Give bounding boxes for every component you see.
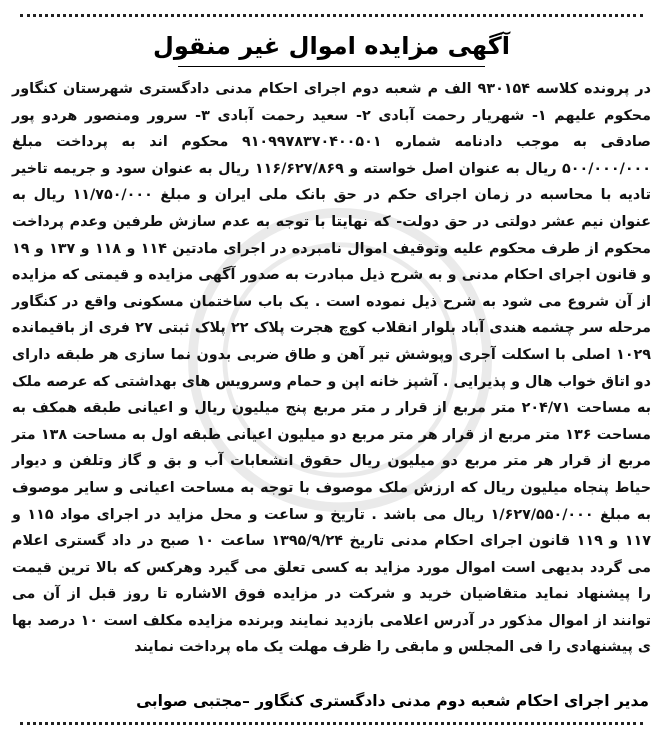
bottom-dotted-border — [20, 722, 643, 725]
title-underline — [178, 66, 485, 67]
notice-signature: مدیر اجرای احکام شعبه دوم مدنی دادگستری کنگاور –مجتبی صوابی — [136, 692, 649, 710]
notice-body: در پرونده کلاسه ۹۳۰۱۵۴ الف م شعبه دوم اجرای احکام مدنی دادگستری شهرستان کنگاور محکوم علیهم ۱- شهریار رحمت آبادی ۲- سعید رحمت آبادی ۳- سرور ومنصور هردو پور صادقی به موجب دادنامه شماره ۹۱۰۹۹۷۸۳۷۰۴۰۰۵۰۱ محکوم اند به پرداخت مبلغ ۵۰۰/۰۰۰/۰۰۰ ریال به عنوان اصل خواسته و ۱۱۶/۶۲۷/۸۶۹ ریال به عنوان سود و جریمه تاخیر تادیه با محاسبه در زمان اجرای حکم در حق بانک ملی ایران و مبلغ ۱۱/۷۵۰/۰۰۰ ریال به عنوان نیم عشر دولتی در حق دولت- که نهایتا با توجه به عدم سازش طرفین وعدم پرداخت محکوم از طرف محکوم علیه وتوقیف اموال نامبرده در اجرای مادتین ۱۱۴ و ۱۱۸ و ۱۳۷ و ۱۹ و قانون اجرای احکام مدنی و به شرح ذیل مبادرت به صدور آگهی مزایده و قیمتی که مزایده از آن شروع می شود به شرح ذیل نموده است . یک باب ساختمان مسکونی واقع در کنگاور مرحله سر چشمه هندی آباد بلوار انقلاب کوچ هجرت پلاک ۲۲ پلاک ثبتی ۲۷ فری از باقیمانده ۱۰۲۹ اصلی با اسکلت آجری وپوشش تیر آهن و طاق ضربی بدون نما سازی هر طبقه دارای دو اتاق خواب هال و پذیرایی . آشپز خانه اپن و حمام وسرویس های بهداشتی که عرصه ملک به مساحت ۲۰۴/۷۱ متر مربع از قرار ر متر مربع پنج میلیون ریال و اعیانی طبقه همکف به مساحت ۱۳۶ متر مربع از قرار هر متر مربع دو میلیون اعیانی طبقه اول به مساحت ۱۳۸ متر مربع از قرار هر متر مربع دو میلیون ریال حقوق انشعابات آب و بق و گاز وتلفن و دیوار حیاط پنجاه میلیون ریال که ارزش ملک موصوف با توجه به مساحت اعیانی و سایر موصوف به مبلغ ۱/۶۲۷/۵۵۰/۰۰۰ ریال می باشد . تاریخ و ساعت و محل مزاید در اجرای مواد ۱۱۵ و ۱۱۷ و ۱۱۹ قانون اجرای احکام مدنی تاریخ ۱۳۹۵/۹/۲۴ ساعت ۱۰ صبح در داد گستری اعلام می گردد بدیهی است اموال مورد مزاید به کسی تعلق می گیرد وهرکس که بالا ترین قیمت را پیشنهاد نماید متقاضیان خرید و شرکت در مزایده فوق الاشاره تا روز قبل از آن می توانند از اموال مذکور در آدرس اعلامی بازدید نمایند وبرنده مزایده مکلف است ۱۰ درصد بها ی پیشنهادی را فی المجلس و مابقی را ظرف مهلت یک ماه پرداخت نمایند — [12, 81, 652, 656]
top-dotted-border — [20, 14, 643, 17]
notice-title: آگهی مزایده اموال غیر منقول — [153, 32, 510, 60]
